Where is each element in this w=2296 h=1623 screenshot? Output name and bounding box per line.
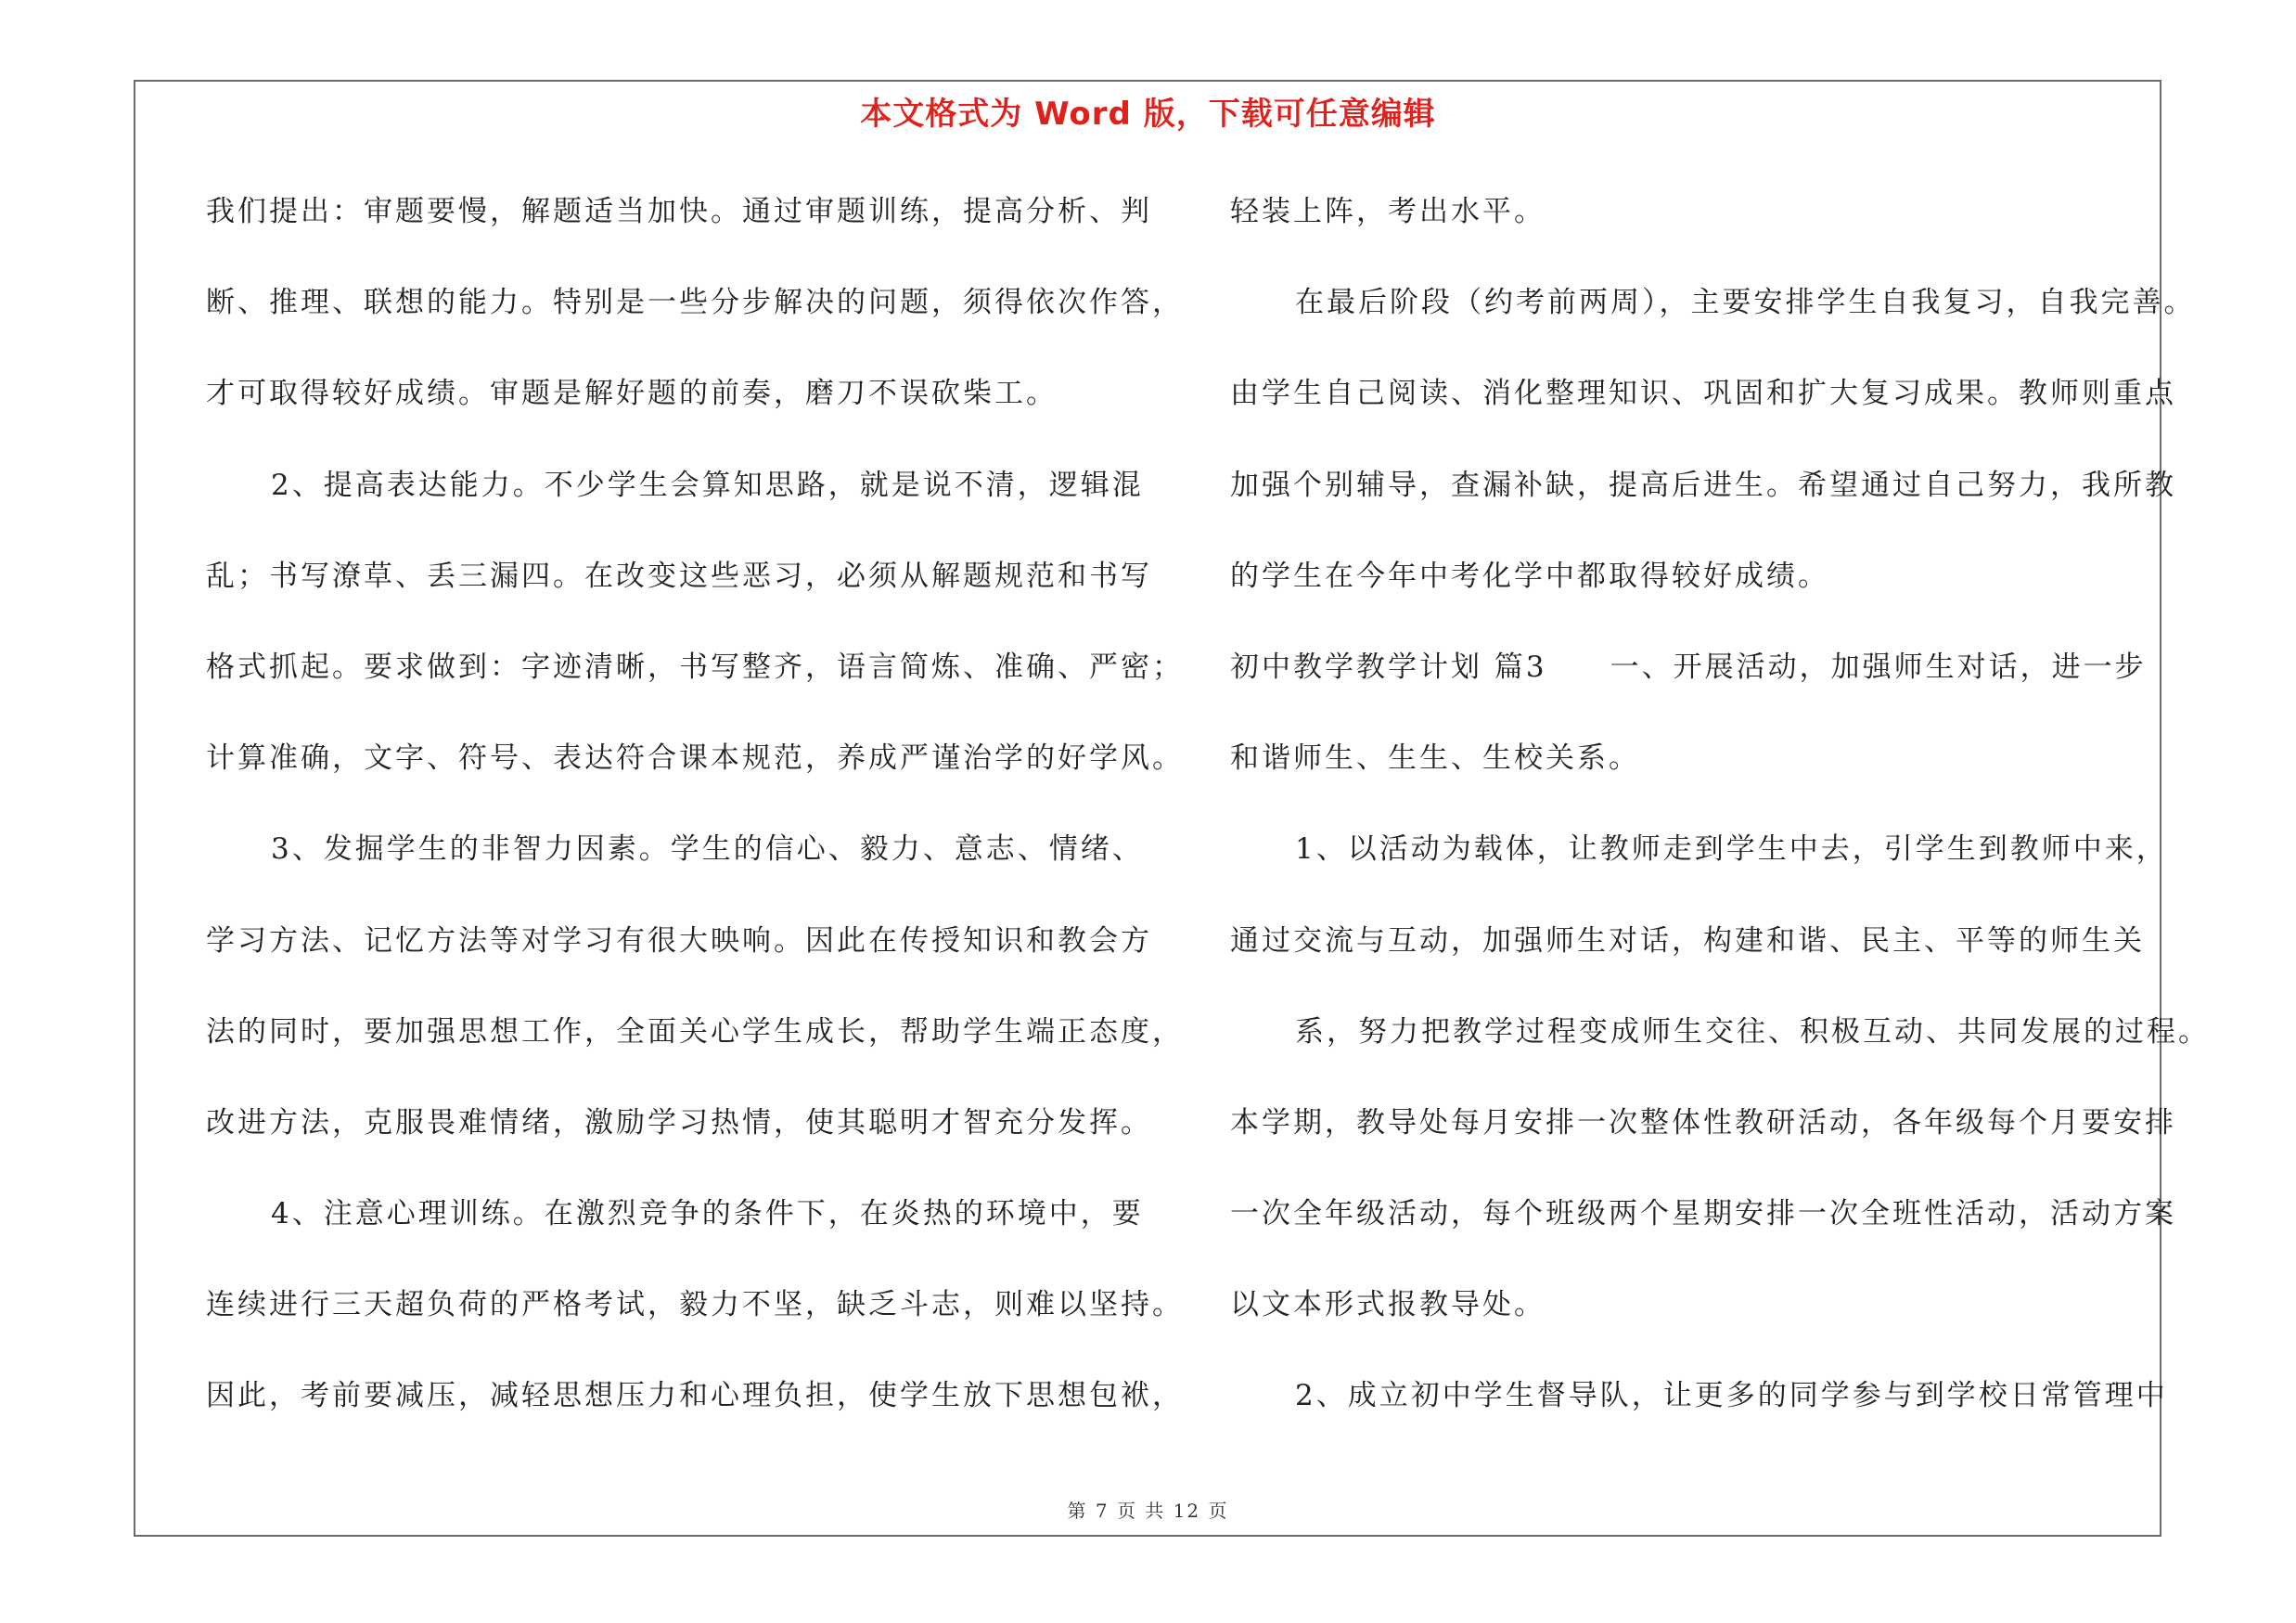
text-line: 2、提高表达能力。不少学生会算知思路，就是说不清，逻辑混 <box>271 468 1144 502</box>
text-line: 在最后阶段（约考前两周），主要安排学生自我复习，自我完善。 <box>1295 286 2196 320</box>
text-line: 和谐师生、生生、生校关系。 <box>1230 741 1640 776</box>
text-line: 才可取得较好成绩。审题是解好题的前奏，磨刀不误砍柴工。 <box>206 377 1058 411</box>
right-text-column <box>1230 187 2210 1463</box>
text-line: 轻装上阵，考出水平。 <box>1230 195 1546 228</box>
page-number-footer: 第 7 页 共 12 页 <box>1067 1500 1229 1522</box>
left-text-column <box>206 187 1184 1463</box>
word-format-banner: 本文格式为 Word 版，下载可任意编辑 <box>860 96 1436 133</box>
text-line: 计算准确，文字、符号、表达符合课本规范，养成严谨治学的好学风。 <box>206 741 1184 776</box>
text-line: 学习方法、记忆方法等对学习有很大映响。因此在传授知识和教会方 <box>206 923 1152 958</box>
text-line: 以文本形式报教导处。 <box>1230 1288 1546 1322</box>
text-line: 断、推理、联想的能力。特别是一些分步解决的问题，须得依次作答， <box>206 286 1184 320</box>
text-line: 由学生自己阅读、消化整理知识、巩固和扩大复习成果。教师则重点 <box>1230 377 2176 411</box>
text-line: 3、发掘学生的非智力因素。学生的信心、毅力、意志、情绪、 <box>271 832 1144 867</box>
text-line: 格式抓起。要求做到：字迹清晰，书写整齐，语言简炼、准确、严密； <box>206 650 1184 684</box>
text-line: 法的同时，要加强思想工作，全面关心学生成长，帮助学生端正态度， <box>206 1014 1184 1049</box>
text-line: 乱；书写潦草、丢三漏四。在改变这些恶习，必须从解题规范和书写 <box>206 559 1152 593</box>
text-line: 2、成立初中学生督导队，让更多的同学参与到学校日常管理中 <box>1295 1379 2168 1413</box>
text-line: 1、以活动为载体，让教师走到学生中去，引学生到教师中来， <box>1295 832 2168 867</box>
section-heading-line: 初中教学教学计划 篇3 一、开展活动，加强师生对话，进一步 <box>1230 650 2147 684</box>
text-line: 连续进行三天超负荷的严格考试，毅力不坚，缺乏斗志，则难以坚持。 <box>206 1288 1184 1322</box>
text-line: 系，努力把教学过程变成师生交往、积极互动、共同发展的过程。 <box>1295 1014 2210 1049</box>
text-line: 本学期，教导处每月安排一次整体性教研活动，各年级每个月要安排 <box>1230 1105 2176 1140</box>
text-line: 加强个别辅导，查漏补缺，提高后进生。希望通过自己努力，我所教 <box>1230 468 2176 502</box>
text-line: 4、注意心理训练。在激烈竞争的条件下，在炎热的环境中，要 <box>271 1197 1144 1231</box>
text-line: 改进方法，克服畏难情绪，激励学习热情，使其聪明才智充分发挥。 <box>206 1105 1152 1140</box>
text-line: 我们提出：审题要慢，解题适当加快。通过审题训练，提高分析、判 <box>206 195 1152 228</box>
text-line: 一次全年级活动，每个班级两个星期安排一次全班性活动，活动方案 <box>1230 1197 2176 1231</box>
text-line: 因此，考前要减压，减轻思想压力和心理负担，使学生放下思想包袱， <box>206 1379 1184 1413</box>
text-line: 的学生在今年中考化学中都取得较好成绩。 <box>1230 559 1829 593</box>
text-line: 通过交流与互动，加强师生对话，构建和谐、民主、平等的师生关 <box>1230 923 2145 958</box>
